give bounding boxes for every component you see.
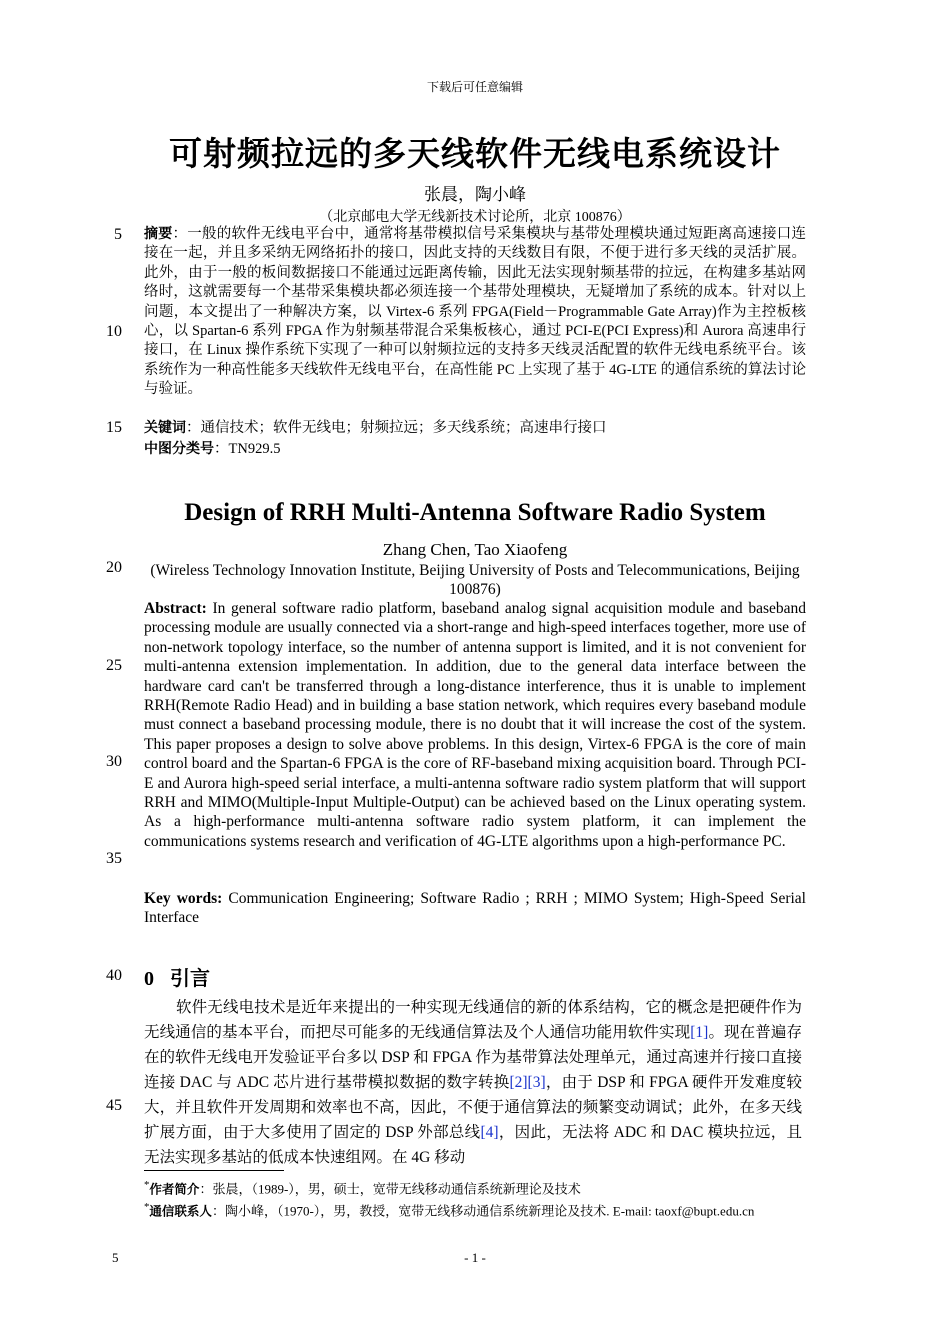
line-number: 30 [106,753,122,770]
chinese-affiliation: （北京邮电大学无线新技术讨论所，北京 100876） [319,210,631,225]
body-text: ，因此，无法将 ADC 和 DAC 模块拉远，且无法实现多基站的低成本快速组网。在 4G 移动 [144,1124,802,1166]
line-number: 40 [106,967,122,984]
author-label: 作者简介 [149,1181,200,1197]
footer-line-number: 5 [112,1250,119,1265]
abstract-text-en: In general software radio platform, baseband analog signal acquisition module and baseband processing module are usually connected via a short-range and high-speed interfaces together, more use of non-network topology interface, so the number of antenna support is limited, and it is not convenient for multi-antenna extension implementation. In addition, due to the general data interface between the hardware card can't be transferred through a long-distance interference, thus it is unable to implement RRH(Remote Radio Head) and in building a base station network, which requires every baseband module must connect a baseband processing module, there is no doubt that it will increase the cost of the system. This paper proposes a design to solve above problems. In this design, Virtex-6 FPGA is the core of main control board and the Spartan-6 FPGA is the core of RF-baseband mixing acquisition board. Through PCI-E and Aurora high-speed serial interface, a multi-antenna software radio system platform that will support RRH and MIMO(Multiple-Input Multiple-Output) can be achieved based on the Linux operating system. As a high-performance multi-antenna software radio system platform, it can implement the communications systems research and verification of 4G-LTE algorithms upon a high-performance PC. [144,600,806,850]
author-footnote: *作者简介：张晨，（1989-），男，硕士，宽带无线移动通信系统新理论及技术 [144,1179,581,1197]
line-number: 5 [114,226,122,243]
citation-link[interactable]: [2][3] [509,1074,546,1091]
line-number: 35 [106,850,122,867]
clc-text: ：TN929.5 [214,441,281,457]
english-authors: Zhang Chen, Tao Xiaofeng [382,540,568,559]
citation-link[interactable]: [1] [690,1024,709,1041]
clc-label: 中图分类号 [144,441,214,457]
chinese-keywords [144,419,806,438]
chinese-abstract [144,225,806,400]
page-number: - 1 - [464,1250,486,1265]
body-text: 。现在普遍存在的软件无线电开发验证平台多以 DSP 和 FPGA 作为基带算法处理单元，通过高速并行接口直接连接 DAC 与 ADC 芯片进行基带模拟数据的数字转换 [144,1024,802,1091]
keywords-text-en: Communication Engineering; Software Radio ; RRH ; MIMO System; High-Speed Serial Interface [144,890,806,927]
english-abstract [144,599,806,851]
footnote-divider [144,1170,284,1171]
contact-text: ：陶小峰，（1970-），男，教授，宽带无线移动通信系统新理论及技术. E-mail: taoxf@bupt.edu.cn [211,1203,755,1219]
line-number: 20 [106,559,122,576]
body-text: ，由于 DSP 和 FPGA 硬件开发难度较大，并且软件开发周期和效率也不高，因此，不便于通信算法的频繁变动调试；此外，在多天线扩展方面，由于大多使用了固定的 DSP 外部总线 [144,1074,802,1141]
chinese-authors: 张晨，陶小峰 [424,185,526,204]
section-number: 0 [144,968,154,990]
keywords-label-en: Key words: [144,890,223,907]
english-affiliation: (Wireless Technology Innovation Institute, Beijing University of Posts and Telecommunications, Beijing 100876) [150,562,800,599]
english-title: Design of RRH Multi-Antenna Software Radio System [184,499,766,526]
keywords-label-cn: 关键词 [144,420,186,436]
keywords-text-cn: ：通信技术；软件无线电；射频拉远；多天线系统；高速串行接口 [186,420,607,436]
english-keywords [144,889,806,928]
section-title: 引言 [170,966,210,990]
abstract-text-cn: ：一般的软件无线电平台中，通常将基带模拟信号采集模块与基带处理模块通过短距离高速接口连接在一起，并且多采纳无网络拓扑的接口，因此支持的天线数目有限，不便于进行多天线的灵活扩展。此外，由于一般的板间数据接口不能通过远距离传输，因此无法实现射频基带的拉远，在构建多基站网络时，这就需要每一个基带采集模块都必须连接一个基带处理模块，无疑增加了系统的成本。针对以上问题，本文提出了一种解决方案，以 Virtex-6 系列 FPGA(Field－Programmable Gate Array)作为主控板核心，以 Spartan-6 系列 FPGA 作为射频基带混合采集板核心，通过 PCI-E(PCI Express)和 Aurora 高速串行接口，在 Linux 操作系统下实现了一种可以射频拉远的支持多天线灵活配置的软件无线电系统平台。该系统作为一种高性能多天线软件无线电平台，在高性能 PC 上实现了基于 4G-LTE 的通信系统的算法讨论与验证。 [144,226,807,398]
body-text: 软件无线电技术是近年来提出的一种实现无线通信的新的体系结构，它的概念是把硬件作为无线通信的基本平台，而把尽可能多的无线通信算法及个人通信功能用软件实现 [144,999,802,1041]
citation-link[interactable]: [4] [480,1124,499,1141]
abstract-label-cn: 摘要 [144,226,173,242]
introduction-body [144,995,802,1170]
line-number: 10 [106,323,122,340]
line-number: 25 [106,657,122,674]
classification-number [144,440,806,459]
abstract-label-en: Abstract: [144,600,207,617]
section-heading [144,962,210,991]
footnotes [144,1176,806,1221]
contact-label: 通信联系人 [149,1203,212,1219]
line-number: 45 [106,1097,122,1114]
chinese-title: 可射频拉远的多天线软件无线电系统设计 [169,134,781,173]
line-number: 15 [106,419,122,436]
header-note: 下载后可任意编辑 [426,80,523,94]
contact-footnote: *通信联系人：陶小峰，（1970-），男，教授，宽带无线移动通信系统新理论及技术. E-mail: taoxf@bupt.edu.cn [144,1201,755,1219]
author-text: ：张晨，（1989-），男，硕士，宽带无线移动通信系统新理论及技术 [199,1181,581,1197]
body-paragraph [144,995,802,1170]
